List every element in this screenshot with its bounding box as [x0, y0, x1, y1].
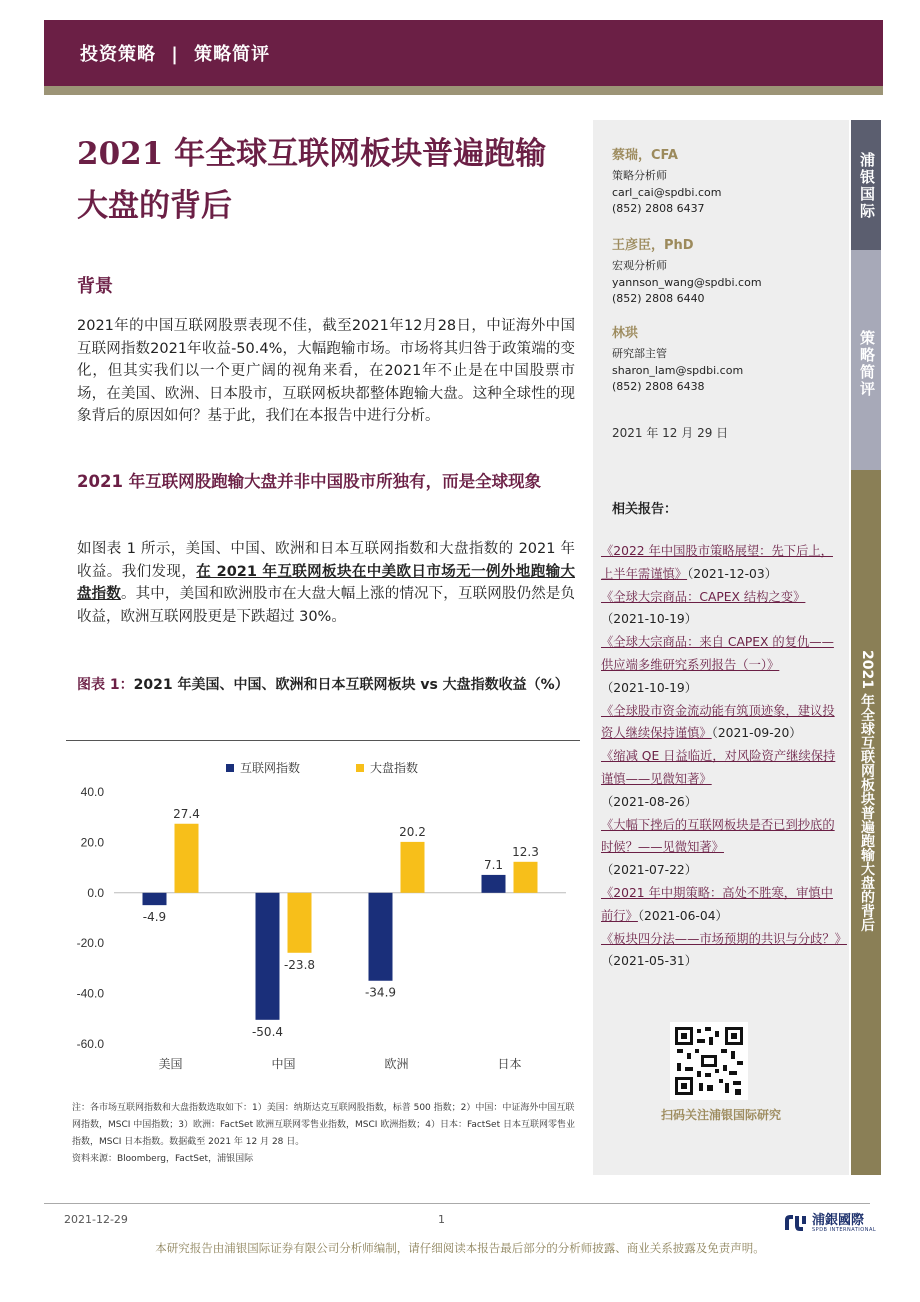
related-report-title[interactable]: 《2021 年中期策略：高处不胜寒，审慎中前行》	[601, 885, 833, 923]
analyst-email[interactable]: sharon_lam@spdbi.com	[612, 363, 744, 377]
footer-rule	[44, 1203, 870, 1204]
related-report[interactable]	[601, 700, 843, 746]
bar-broad-market	[401, 842, 425, 893]
related-report[interactable]	[601, 631, 843, 699]
related-report-date: （2021-10-19）	[601, 612, 698, 627]
x-tick-label: 欧洲	[384, 1057, 409, 1071]
x-tick-label: 中国	[271, 1057, 296, 1071]
report-date: 2021 年 12 月 29 日	[612, 426, 729, 440]
analyst-card	[612, 324, 743, 396]
bar-chart	[66, 745, 580, 1095]
related-report[interactable]	[601, 745, 843, 813]
analysis-text-a: 如图表 1 所示，美国、中国、欧洲和日本互联网指数和大盘指数的 2021 年收益。我们发现，	[77, 541, 575, 580]
related-report-date: （2021-10-19）	[601, 680, 698, 695]
figure-rule	[66, 740, 580, 741]
data-label: 27.4	[173, 806, 200, 821]
related-report-title[interactable]: 《缩减 QE 日益临近，对风险资产继续保持谨慎——见微知著》	[601, 749, 836, 786]
bar-internet	[256, 893, 280, 1020]
figure-notes	[72, 1100, 576, 1168]
legend-swatch	[226, 764, 234, 772]
y-tick-label: -40.0	[76, 986, 104, 1001]
related-report[interactable]	[601, 928, 847, 974]
footer-date: 2021-12-29	[64, 1213, 128, 1226]
x-tick-label: 日本	[497, 1057, 522, 1071]
y-tick-label: 0.0	[87, 885, 104, 900]
spdb-logo-icon	[782, 1212, 808, 1234]
related-report-date: （2021-07-22）	[601, 863, 698, 878]
related-report-title[interactable]: 《大幅下挫后的互联网板块是否已到抄底的时候？——见微知著》	[601, 817, 835, 855]
notes-text: 注：各市场互联网指数和大盘指数选取如下：1）美国：纳斯达克互联网股指数，标普 500 指数；2）中国：中证海外中国互联网指数，MSCI 中国指数；3）欧洲：FactSet 欧洲互联网零售业指数，MSCI 欧洲指数；4）日本：FactSet 日本互联网零售业指数，MSCI 日本指数。数据截至 2021 年 12 月 28 日。	[72, 1103, 575, 1147]
bar-broad-market	[175, 824, 199, 893]
data-label: -23.8	[283, 957, 316, 972]
footer-logo-subtext: SPDB INTERNATIONAL	[812, 1226, 877, 1233]
header-gold-rule	[44, 86, 883, 95]
analysis-text-c: 。其中，美国和欧洲股市在大盘大幅上涨的情况下，互联网股仍然是负收益，欧洲互联网股更是下跌超过 30%。	[77, 586, 576, 625]
analyst-role: 研究部主管	[612, 347, 667, 360]
side-tab-report-title-label: 2021 年全球互联网板块普遍跑输大盘的背后	[859, 650, 875, 932]
related-report-date: （2021-09-20）	[711, 726, 802, 741]
related-report-title[interactable]: 《全球大宗商品：来自 CAPEX 的复仇——供应端多维研究系列报告（一）》	[601, 635, 834, 672]
analyst-card	[612, 146, 721, 218]
analyst-phone: (852) 2808 6438	[612, 380, 705, 393]
related-report[interactable]	[601, 814, 843, 882]
analyst-email[interactable]: carl_cai@spdbi.com	[612, 185, 722, 199]
related-report-title[interactable]: 《2022 年中国股市策略展望：先下后上，上半年需谨慎》	[601, 544, 833, 581]
related-report-title[interactable]: 《全球股市资金流动能有筑顶迹象，建议投资人继续保持谨慎》	[601, 703, 835, 741]
related-report[interactable]	[601, 586, 843, 632]
y-tick-label: 40.0	[80, 785, 104, 799]
data-label: -4.9	[142, 910, 167, 925]
analyst-card	[612, 236, 762, 308]
related-report-date: （2021-05-31）	[601, 954, 698, 969]
bar-broad-market	[514, 862, 538, 893]
footer-logo	[782, 1210, 876, 1236]
analysis-text-highlight: 在 2021 年互联网板块在中美欧日市场无一例外地跑输大盘指数	[77, 563, 576, 603]
related-reports-list	[601, 540, 847, 973]
background-paragraph: 2021年的中国互联网股票表现不佳，截至2021年12月28日，中证海外中国互联网指数2021年收益-50.4%，大幅跑输市场。市场将其归咎于政策端的变化，但其实我们以一个更广阔的视角来看，在2021年不止是在中国股票市场，在美国、欧洲、日本股市，互联网板块都整体跑输大盘。这种全球性的现象背后的原因如何？基于此，我们在本报告中进行分析。	[77, 318, 575, 425]
legend-swatch	[356, 764, 364, 772]
analyst-role: 宏观分析师	[612, 259, 667, 272]
data-label: 12.3	[512, 844, 539, 859]
figure-title: 2021 年美国、中国、欧洲和日本互联网板块 vs 大盘指数收益（%）	[133, 677, 569, 693]
figure-label: 图表 1：	[77, 677, 134, 693]
y-tick-label: 20.0	[80, 835, 104, 850]
header-left: 投资策略	[80, 44, 156, 65]
y-tick-label: -20.0	[76, 936, 104, 951]
bar-broad-market	[288, 893, 312, 953]
header-right: 策略简评	[194, 44, 271, 65]
header-title	[80, 40, 270, 66]
section-heading-background: 背景	[77, 276, 113, 297]
analyst-phone: (852) 2808 6437	[612, 202, 705, 215]
report-title: 2021 年全球互联网板块普遍跑输大盘的背后	[77, 136, 547, 224]
analyst-name: 林珙	[612, 326, 639, 341]
qr-code-icon	[673, 1025, 745, 1097]
subheading: 2021 年互联网股跑输大盘并非中国股市所独有，而是全球现象	[77, 472, 542, 491]
data-label: 7.1	[483, 857, 504, 872]
footer-logo-text: 浦銀國際	[812, 1212, 865, 1228]
disclaimer: 本研究报告由浦银国际证券有限公司分析师编制，请仔细阅读本报告最后部分的分析师披露、商业关系披露及免责声明。	[155, 1241, 765, 1255]
analyst-name: 王彦臣，PhD	[612, 238, 694, 253]
bar-internet	[482, 875, 506, 893]
legend-label: 互联网指数	[240, 761, 301, 775]
analyst-name: 蔡瑞，CFA	[612, 148, 678, 163]
side-tab-report-type-label: 策略简评	[858, 330, 876, 398]
related-report-date: （2021-06-04）	[637, 908, 728, 923]
qr-code[interactable]	[670, 1022, 748, 1100]
related-reports-heading: 相关报告：	[612, 502, 678, 517]
data-label: 20.2	[399, 824, 426, 839]
qr-caption: 扫码关注浦银国际研究	[660, 1108, 781, 1122]
figure-caption	[77, 674, 577, 696]
page-number: 1	[438, 1213, 445, 1226]
related-report-date: （2021-08-26）	[601, 794, 698, 809]
related-report-date: （2021-12-03）	[687, 566, 778, 581]
analyst-phone: (852) 2808 6440	[612, 292, 705, 305]
analysis-paragraph	[77, 538, 575, 628]
header-separator: |	[171, 44, 179, 65]
data-label: -34.9	[364, 985, 397, 1000]
y-tick-label: -60.0	[76, 1037, 104, 1051]
legend-label: 大盘指数	[370, 761, 419, 775]
related-report-title[interactable]: 《全球大宗商品：CAPEX 结构之变》	[601, 589, 806, 604]
x-tick-label: 美国	[158, 1057, 183, 1071]
analyst-role: 策略分析师	[612, 169, 667, 182]
related-report-title[interactable]: 《板块四分法——市场预期的共识与分歧？》	[601, 931, 847, 946]
data-label: -50.4	[251, 1024, 284, 1039]
analyst-email[interactable]: yannson_wang@spdbi.com	[612, 275, 762, 289]
side-tab-brand-label: 浦银国际	[858, 152, 876, 220]
related-report[interactable]	[601, 540, 843, 586]
related-report[interactable]	[601, 882, 843, 928]
bar-internet	[143, 893, 167, 905]
notes-source: 资料来源：Bloomberg，FactSet，浦银国际	[72, 1154, 254, 1164]
bar-internet	[369, 893, 393, 981]
